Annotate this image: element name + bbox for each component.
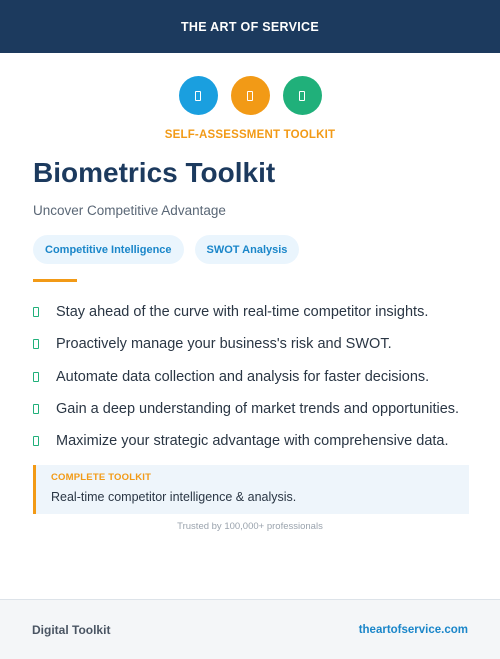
check-icon bbox=[33, 339, 39, 349]
tag-competitive-intelligence[interactable]: Competitive Intelligence bbox=[33, 235, 184, 264]
feature-item bbox=[33, 393, 483, 425]
accent-divider bbox=[33, 279, 77, 282]
glyph-icon bbox=[299, 91, 305, 101]
check-icon bbox=[33, 404, 39, 414]
page-title: Biometrics Toolkit bbox=[33, 157, 276, 188]
trust-note: Trusted by 100,000+ professionals bbox=[177, 521, 323, 532]
feature-text: Stay ahead of the curve with real-time competitor insights. bbox=[56, 304, 429, 321]
feature-item bbox=[33, 425, 483, 457]
feature-text: Maximize your strategic advantage with comprehensive data. bbox=[56, 433, 449, 450]
callout-label: COMPLETE TOOLKIT bbox=[51, 472, 152, 483]
glyph-icon bbox=[247, 91, 253, 101]
feature-list bbox=[33, 296, 483, 457]
footer-label: Digital Toolkit bbox=[32, 622, 111, 637]
tag-list bbox=[33, 235, 299, 264]
feature-text: Gain a deep understanding of market trends and opportunities. bbox=[56, 401, 460, 418]
green-badge-icon bbox=[283, 76, 322, 115]
blue-badge-icon bbox=[179, 76, 218, 115]
top-banner bbox=[0, 0, 500, 53]
callout-text: Real-time competitor intelligence & analysis. bbox=[51, 490, 297, 504]
glyph-icon bbox=[195, 91, 201, 101]
kicker-label: SELF-ASSESSMENT TOOLKIT bbox=[164, 129, 336, 141]
page-subtitle: Uncover Competitive Advantage bbox=[33, 203, 226, 218]
icon-row bbox=[0, 76, 500, 115]
check-icon bbox=[33, 372, 39, 382]
feature-item bbox=[33, 296, 483, 328]
check-icon bbox=[33, 436, 39, 446]
toolkit-callout bbox=[33, 465, 469, 514]
check-icon bbox=[33, 307, 39, 317]
website-link[interactable]: theartofservice.com bbox=[358, 623, 468, 636]
feature-text: Automate data collection and analysis for faster decisions. bbox=[56, 368, 430, 385]
feature-text: Proactively manage your business's risk and SWOT. bbox=[56, 336, 392, 353]
orange-badge-icon bbox=[231, 76, 270, 115]
brand-title: THE ART OF SERVICE bbox=[180, 19, 320, 34]
feature-item bbox=[33, 361, 483, 393]
tag-swot-analysis[interactable]: SWOT Analysis bbox=[195, 235, 300, 264]
feature-item bbox=[33, 328, 483, 360]
footer bbox=[0, 599, 500, 659]
